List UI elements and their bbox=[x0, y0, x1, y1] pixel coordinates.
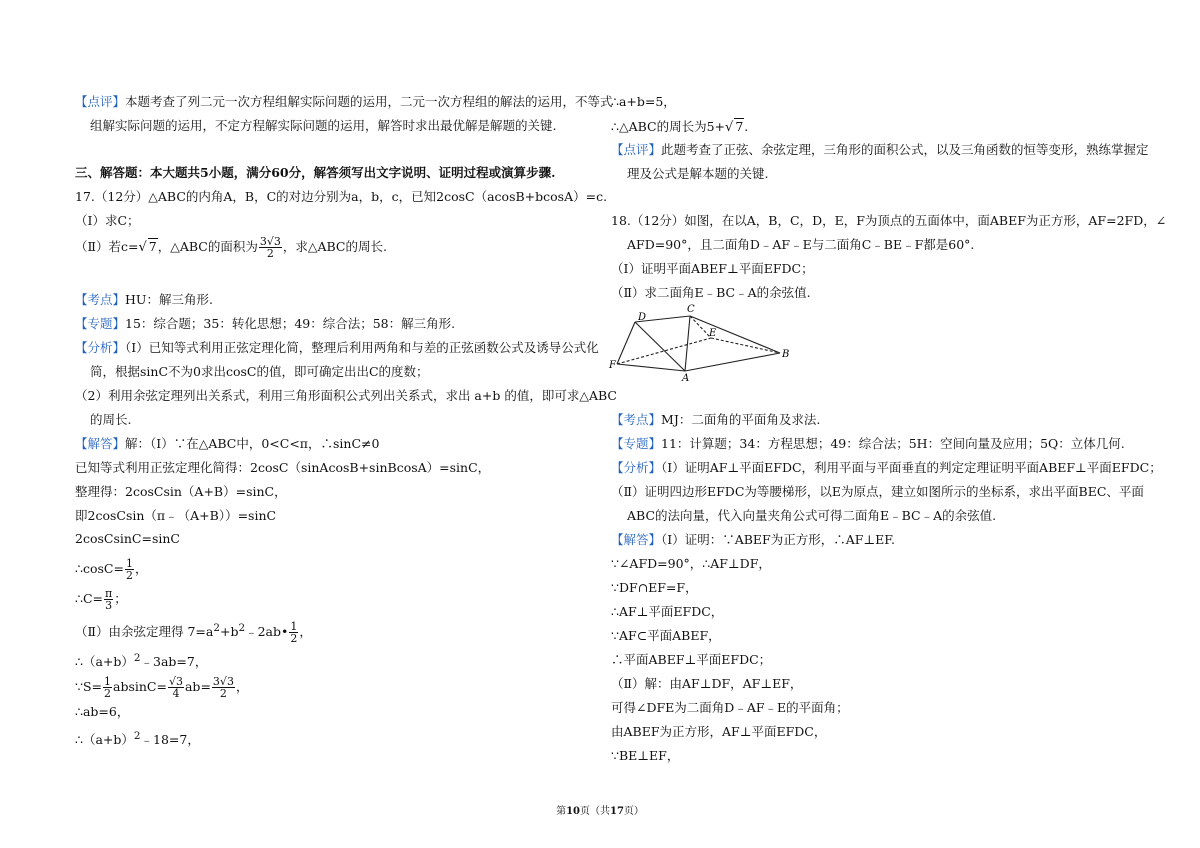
jieda-1-line-11: ∴ab=6， bbox=[75, 704, 130, 719]
jieda-1-line-1: 【解答】解：（Ⅰ）∵在△ABC中，0<C<π，∴sinC≠0 bbox=[75, 436, 380, 451]
kaodian-1: 【考点】HU：解三角形. bbox=[75, 292, 213, 307]
q18-part-2: （Ⅱ）求二面角E﹣BC﹣A的余弦值. bbox=[611, 285, 811, 300]
q17-stem: 17.（12分）△ABC的内角A，B，C的对边分别为a，b，c，已知2cosC（acosB+bcosA）=c. bbox=[75, 189, 608, 204]
jieda-2-line-8: 可得∠DFE为二面角D﹣AF﹣E的平面角； bbox=[611, 700, 849, 715]
fenxi-1-line-4: 的周长. bbox=[90, 412, 132, 427]
q17-part-2: （Ⅱ）若c=√ 7，△ABC的面积为 $\frac{3√3}{2}$ ，求△ABC的周长. bbox=[75, 235, 387, 260]
fenxi-1-line-2: 简，根据sinC不为0求出cosC的值，即可确定出出C的度数； bbox=[90, 364, 429, 379]
kaodian-2: 【考点】MJ：二面角的平面角及求法. bbox=[611, 412, 821, 427]
jieda-1-line-7: ∴C= $\frac{\pi}{3}$ ； bbox=[75, 587, 127, 612]
zhuanti-2: 【专题】11：计算题；34：方程思想；49：综合法；5H：空间向量及应用；5Q：立体几何. bbox=[611, 436, 1125, 451]
right-line-1: ∴a+b=5， bbox=[611, 94, 676, 109]
fenxi-2-line-3: ABC的法向量，代入向量夹角公式可得二面角E﹣BC﹣A的余弦值. bbox=[627, 508, 997, 523]
section-heading: 三、解答题：本大题共5小题，满分60分，解答须写出文字说明、证明过程或演算步骤. bbox=[75, 165, 556, 180]
page-footer: 第10页（共17页） bbox=[556, 806, 644, 817]
jieda-2-line-7: （Ⅱ）解：由AF⊥DF，AF⊥EF， bbox=[611, 676, 803, 691]
vertex-E: E bbox=[709, 328, 717, 339]
vertex-C: C bbox=[687, 304, 695, 315]
jieda-2-line-10: ∵BE⊥EF， bbox=[611, 748, 680, 763]
fenxi-2-line-1: 【分析】（Ⅰ）证明AF⊥平面EFDC，利用平面与平面垂直的判定定理证明平面ABEF⊥平面EFDC； bbox=[611, 460, 1162, 475]
zhuanti-1: 【专题】15：综合题；35：转化思想；49：综合法；58：解三角形. bbox=[75, 316, 456, 331]
jieda-2-line-4: ∴AF⊥平面EFDC， bbox=[611, 604, 724, 619]
jieda-1-line-3: 整理得：2cosCsin（A+B）=sinC， bbox=[75, 484, 287, 499]
jieda-1-line-10: ∵S= $\frac{1}{2}$ absinC= $\frac{√3}{4}$ ab= $\frac{3√3}{2}$ ， bbox=[75, 675, 249, 700]
perimeter-result: ∴△ABC的周长为5+√ 7. bbox=[611, 119, 749, 135]
vertex-F: F bbox=[609, 360, 616, 371]
review-1-line-1: 【点评】本题考查了列二元一次方程组解实际问题的运用，二元一次方程组的解法的运用，不等式 bbox=[75, 94, 613, 109]
pentahedron-figure bbox=[605, 300, 805, 390]
vertex-A: A bbox=[682, 373, 690, 384]
jieda-2-line-5: ∵AF⊂平面ABEF， bbox=[611, 628, 721, 643]
review-1-line-2: 组解实际问题的运用，不定方程解实际问题的运用，解答时求出最优解是解题的关键. bbox=[90, 118, 557, 133]
jieda-2-line-2: ∵∠AFD=90°，∴AF⊥DF， bbox=[611, 556, 771, 571]
fenxi-1-line-1: 【分析】（Ⅰ）已知等式利用正弦定理化简，整理后利用两角和与差的正弦函数公式及诱导公式化 bbox=[75, 340, 599, 355]
q17-part-1: （Ⅰ）求C； bbox=[75, 213, 140, 228]
jieda-2-line-9: 由ABEF为正方形，AF⊥平面EFDC， bbox=[611, 724, 827, 739]
jieda-1-line-9: $\therefore(a+b)^2﹣3ab=7$， bbox=[75, 652, 208, 670]
review-2-line-1: 【点评】此题考查了正弦、余弦定理，三角形的面积公式，以及三角函数的恒等变形，熟练掌握定 bbox=[611, 142, 1149, 157]
jieda-1-line-12: $\therefore(a+b)^2﹣18=7$， bbox=[75, 730, 200, 748]
jieda-2-line-1: 【解答】（Ⅰ）证明：∵ABEF为正方形，∴AF⊥EF. bbox=[611, 532, 895, 547]
jieda-1-line-2: 已知等式利用正弦定理化简得：2cosC（sinAcosB+sinBcosA）=sinC， bbox=[75, 460, 491, 475]
q18-stem-line-2: AFD=90°，且二面角D﹣AF﹣E与二面角C﹣BE﹣F都是60°. bbox=[627, 237, 975, 252]
fenxi-1-line-3: （2）利用余弦定理列出关系式，利用三角形面积公式列出关系式，求出 a+b 的值，即可求△ABC bbox=[75, 388, 617, 403]
jieda-1-line-8: （Ⅱ）由余弦定理得 $7=a^2+b^2﹣2ab•$ $\frac{1}{2}$ ， bbox=[75, 620, 312, 646]
area-fraction: $\frac{3√3}{2}$ bbox=[259, 235, 281, 260]
fenxi-2-line-2: （Ⅱ）证明四边形EFDC为等腰梯形，以E为原点，建立如图所示的坐标系，求出平面BEC、平面 bbox=[611, 484, 1144, 499]
jieda-2-line-3: ∵DF∩EF=F， bbox=[611, 580, 698, 595]
jieda-1-line-6: ∴cosC= $\frac{1}{2}$ ， bbox=[75, 557, 148, 582]
q18-part-1: （Ⅰ）证明平面ABEF⊥平面EFDC； bbox=[611, 261, 814, 276]
jieda-1-line-5: 2cosCsinC=sinC bbox=[75, 531, 180, 546]
review-tag: 【点评】 bbox=[75, 94, 126, 109]
q18-stem-line-1: 18.（12分）如图，在以A，B，C，D，E，F为顶点的五面体中，面ABEF为正方形，AF=2FD，∠ bbox=[611, 213, 1167, 228]
vertex-B: B bbox=[782, 349, 790, 360]
jieda-1-line-4: 即2cosCsin（π﹣（A+B））=sinC bbox=[75, 508, 277, 523]
jieda-2-line-6: ∴平面ABEF⊥平面EFDC； bbox=[611, 652, 772, 667]
review-2-line-2: 理及公式是解本题的关键. bbox=[627, 166, 769, 181]
vertex-D: D bbox=[638, 312, 647, 323]
